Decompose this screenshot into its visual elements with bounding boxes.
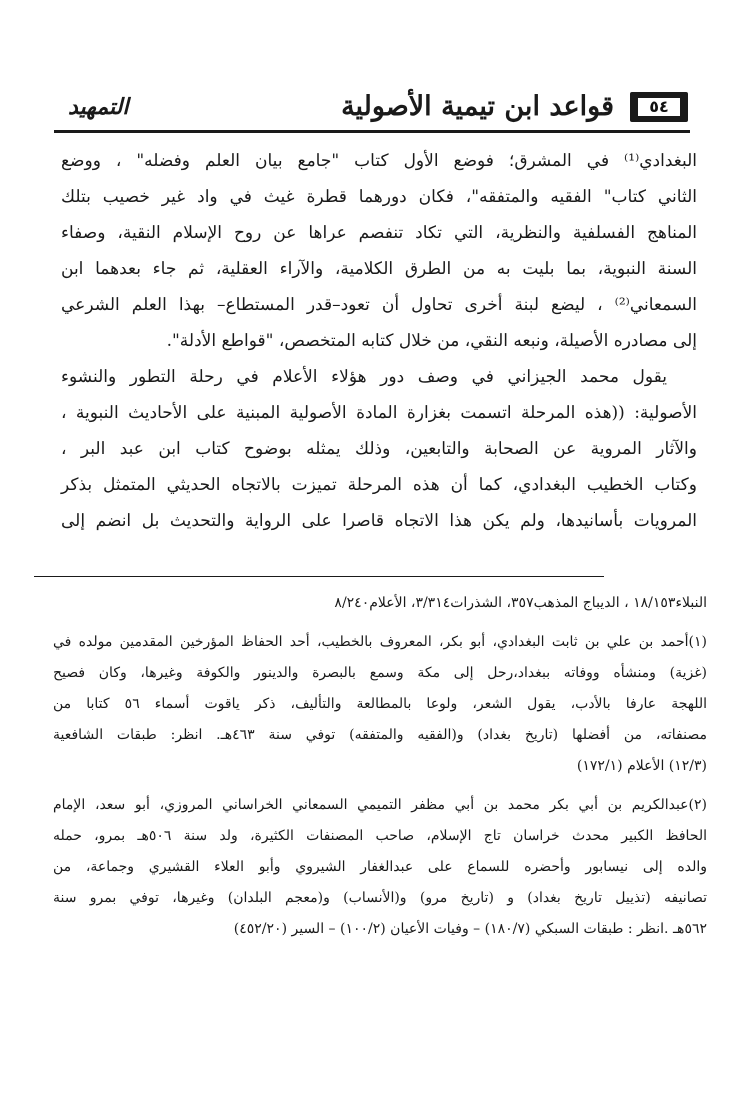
text-line: الثاني كتاب" الفقيه والمتفقه"، فكان دورهما قطرة غيث في واد غير خصيب بتلك [61, 187, 697, 207]
text-line: المناهج الفسلفية والنظرية، التي تكاد تنفصم عراها عن روح الإسلام النقية، وصفاء [61, 223, 697, 243]
text-line: السمعاني⁽²⁾ ، ليضع لبنة أخرى تحاول أن تعود–قدر المستطاع– بهذا العلم الشرعي [61, 295, 697, 315]
text-line: والآثار المروية عن الصحابة والتابعين، وذلك يمثله بوضوح كتاب ابن عبد البر ، [61, 439, 697, 459]
footnote-line: تصانيفه (تذييل تاريخ بغداد) و (تاريخ مرو) و(الأنساب) و(معجم البلدان) وغيرها، توفي بمرو سنة [53, 890, 707, 906]
page-number: ٥٤ [638, 98, 680, 116]
text-line: إلى مصادره الأصيلة، ونبعه النقي، من خلال كتابه المتخصص، "قواطع الأدلة". [166, 331, 697, 351]
footnote-separator [34, 576, 604, 577]
text-line: البغدادي⁽¹⁾ في المشرق؛ فوضع الأول كتاب "جامع بيان العلم وفضله" ، ووضع [61, 151, 697, 171]
publisher-logo: التمهيد [68, 94, 129, 120]
text-line: وكتاب الخطيب البغدادي، كما أن هذه المرحلة تميزت بالاتجاه الحديثي المتمثل بذكر [61, 475, 697, 495]
footnote-line: اللهجة عارفا بالأدب، يقول الشعر، ولوعا بالمطالعة والتأليف، ذكر ياقوت أسماء ٥٦ كتابا من [53, 696, 708, 712]
text-line: يقول محمد الجيزاني في وصف دور هؤلاء الأعلام في رحلة التطور والنشوء [61, 367, 667, 387]
footnotes [53, 588, 707, 953]
header-rule [54, 130, 690, 133]
footnote-line: والده إلى نيسابور وأحضره للسماع على عبدالغفار الشيروي وأبو العلاء القشيري وجماعة، من [53, 859, 707, 875]
footnote-line: (١٢/٣) الأعلام (١٧٢/١) [576, 758, 707, 774]
footnote-1 [53, 627, 707, 782]
footnote-line: ٥٦٢هـ .انظر : طبقات السبكي (١٨٠/٧) – وفيات الأعيان (١٠٠/٢) – السير (٤٥٢/٢٠) [233, 921, 707, 937]
book-title: قواعد ابن تيمية الأصولية [341, 91, 614, 122]
footnote-line: مصنفاته، من أفضلها (تاريخ بغداد) و(الفقيه والمتفقه) توفي سنة ٤٦٣هـ. انظر: طبقات الشافعية [53, 727, 707, 743]
footnote-2 [53, 790, 707, 945]
text-line: السنة النبوية، بما بليت به من الطرق الكلامية، والآراء العقلية، ثم جاء بعدهما ابن [61, 259, 697, 279]
main-text [61, 143, 697, 539]
text-line: الأصولية: ((هذه المرحلة اتسمت بغزارة المادة الأصولية المبنية على الأحاديث النبوية ، [61, 403, 697, 423]
footnote-continuation: النبلاء١٨/١٥٣ ، الديباج المذهب٣٥٧، الشذرات٣/٣١٤، الأعلام٨/٢٤٠ [334, 595, 707, 611]
page-header [58, 86, 688, 130]
text-line: المرويات بأسانيدها، ولم يكن هذا الاتجاه قاصرا على الرواية والتحديث بل انضم إلى [61, 511, 697, 531]
footnote-line: (٢)عبدالكريم بن أبي بكر محمد بن أبي مظفر التميمي السمعاني الخراساني المروزي، أبو سعد، الإمام [53, 797, 707, 813]
footnote-line: الحافظ الكبير محدث خراسان تاج الإسلام، صاحب المصنفات الكثيرة، ولد سنة ٥٠٦هـ بمرو، حمله [53, 828, 707, 844]
footnote-line: (١)أحمد بن علي بن ثابت البغدادي، أبو بكر، المعروف بالخطيب، أحد الحفاظ المؤرخين المقدمين مولده في [53, 634, 707, 650]
footnote-line: (غزية) ومنشأه ووفاته ببغداد،رحل إلى مكة وسمع بالبصرة والدينور والكوفة وغيرها، وكان فصيح [53, 665, 707, 681]
page-number-badge [630, 92, 688, 122]
